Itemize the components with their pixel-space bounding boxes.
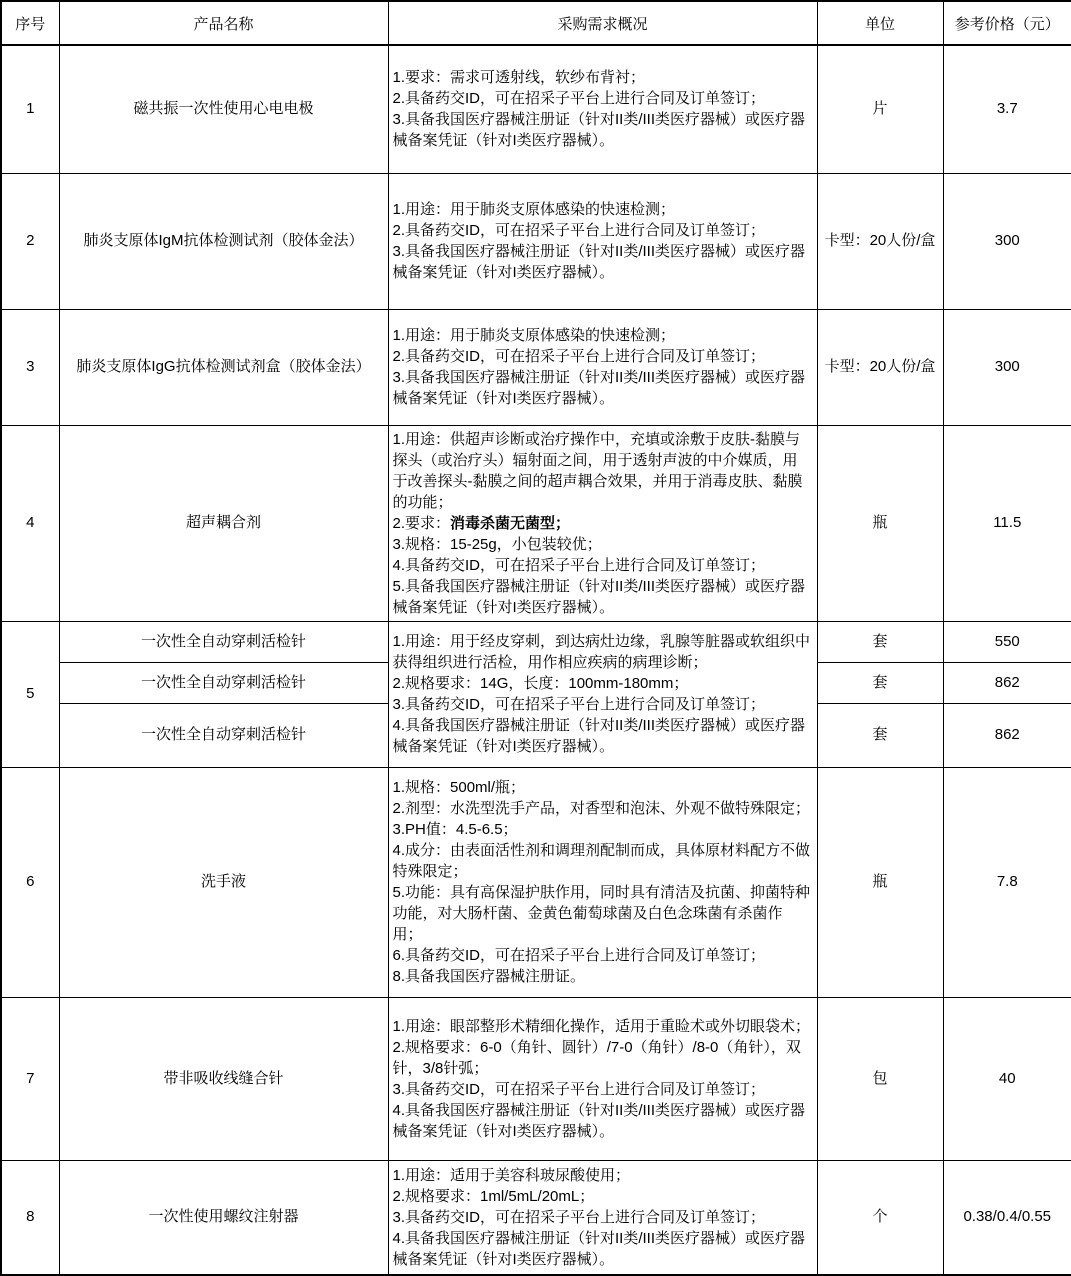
requirement-prefix: 2.要求：	[392, 514, 451, 532]
product-name-cell: 磁共振一次性使用心电电极	[59, 45, 388, 173]
unit-cell: 套	[817, 621, 943, 662]
unit-cell: 套	[817, 662, 943, 703]
price-cell: 40	[943, 997, 1071, 1160]
unit-cell: 个	[817, 1160, 943, 1275]
requirement-line: 4.具备我国医疗器械注册证（针对II类/III类医疗器械）或医疗器械备案凭证（针对I类医疗器械）。	[392, 1101, 806, 1140]
requirement-line: 5.功能：具有高保湿护肤作用，同时具有清洁及抗菌、抑菌特种功能，对大肠杆菌、金黄色葡萄球菌及白色念珠菌有杀菌作用；	[392, 884, 811, 943]
requirement-line: 1.用途：用于肺炎支原体感染的快速检测；	[392, 327, 676, 344]
requirement-line: 1.规格：500ml/瓶；	[392, 779, 526, 796]
requirement-line: 3.具备药交ID，可在招采子平台上进行合同及订单签订；	[392, 696, 766, 713]
header-col-product-name: 产品名称	[59, 1, 388, 45]
requirement-line: 4.具备我国医疗器械注册证（针对II类/III类医疗器械）或医疗器械备案凭证（针对I类医疗器械）。	[392, 1229, 806, 1268]
price-cell: 300	[943, 173, 1071, 309]
requirement-line: 2.剂型：水洗型洗手产品，对香型和泡沫、外观不做特殊限定；	[392, 800, 811, 817]
row-number-cell: 8	[1, 1160, 59, 1275]
requirements-cell	[388, 621, 817, 767]
requirement-line: 4.成分：由表面活性剂和调理剂配制而成，具体原材料配方不做特殊限定；	[392, 842, 811, 880]
requirement-line: 3.PH值：4.5-6.5；	[392, 821, 518, 838]
price-cell: 862	[943, 703, 1071, 767]
header-row	[1, 1, 1071, 45]
requirement-line: 3.具备药交ID，可在招采子平台上进行合同及订单签订；	[392, 1208, 766, 1226]
row-number-cell: 4	[1, 425, 59, 621]
requirement-line: 2.规格要求：6-0（角针、圆针）/7-0（角针）/8-0（角针），双针，3/8针弧；	[392, 1038, 801, 1077]
row-number-cell: 2	[1, 173, 59, 309]
product-name-cell: 洗手液	[59, 767, 388, 997]
price-cell: 300	[943, 309, 1071, 425]
product-name-cell: 带非吸收线缝合针	[59, 997, 388, 1160]
product-name-cell: 一次性全自动穿刺活检针	[59, 703, 388, 767]
requirement-line: 3.具备我国医疗器械注册证（针对II类/III类医疗器械）或医疗器械备案凭证（针对I类医疗器械）。	[392, 111, 806, 150]
requirement-line: 4.具备我国医疗器械注册证（针对II类/III类医疗器械）或医疗器械备案凭证（针对I类医疗器械）。	[392, 717, 806, 755]
unit-cell: 片	[817, 45, 943, 173]
table-row-7	[1, 997, 1071, 1160]
row-number-cell: 7	[1, 997, 59, 1160]
row-number-cell: 6	[1, 767, 59, 997]
requirement-line: 1.用途：眼部整形术精细化操作，适用于重睑术或外切眼袋术；	[392, 1017, 811, 1035]
unit-cell: 套	[817, 703, 943, 767]
product-name-cell: 一次性使用螺纹注射器	[59, 1160, 388, 1275]
requirement-line: 6.具备药交ID，可在招采子平台上进行合同及订单签订；	[392, 947, 766, 964]
header-col-index: 序号	[1, 1, 59, 45]
requirement-line: 5.具备我国医疗器械注册证（针对II类/III类医疗器械）或医疗器械备案凭证（针对I类医疗器械）。	[392, 577, 806, 616]
price-cell: 11.5	[943, 425, 1071, 621]
requirements-cell	[388, 425, 817, 621]
requirement-line: 3.具备我国医疗器械注册证（针对II类/III类医疗器械）或医疗器械备案凭证（针对I类医疗器械）。	[392, 369, 806, 407]
price-cell: 7.8	[943, 767, 1071, 997]
price-cell: 862	[943, 662, 1071, 703]
requirement-line: 3.具备我国医疗器械注册证（针对II类/III类医疗器械）或医疗器械备案凭证（针对I类医疗器械）。	[392, 243, 806, 281]
requirement-line: 1.用途：用于肺炎支原体感染的快速检测；	[392, 201, 676, 218]
requirements-cell	[388, 767, 817, 997]
price-cell: 550	[943, 621, 1071, 662]
requirements-cell	[388, 309, 817, 425]
product-name-cell: 肺炎支原体IgM抗体检测试剂（胶体金法）	[59, 173, 388, 309]
requirements-cell	[388, 45, 817, 173]
requirement-line: 3.具备药交ID，可在招采子平台上进行合同及订单签订；	[392, 1080, 766, 1098]
product-name-cell: 一次性全自动穿刺活检针	[59, 621, 388, 662]
requirements-cell	[388, 173, 817, 309]
table-row-6	[1, 767, 1071, 997]
requirements-cell	[388, 1160, 817, 1275]
requirement-line: 8.具备我国医疗器械注册证。	[392, 968, 586, 985]
requirement-line: 1.用途：供超声诊断或治疗操作中，充填或涂敷于皮肤-黏膜与探头（或治疗头）辐射面之间，用于透射声波的中介媒质，用于改善探头-黏膜之间的超声耦合效果，并用于消毒皮肤、黏膜的功能；	[392, 430, 803, 511]
row-number-cell: 5	[1, 621, 59, 767]
requirement-line: 2.规格要求：1ml/5mL/20mL；	[392, 1187, 595, 1205]
header-col-requirements: 采购需求概况	[388, 1, 817, 45]
product-name-cell: 肺炎支原体IgG抗体检测试剂盒（胶体金法）	[59, 309, 388, 425]
requirement-line: 2.规格要求：14G，长度：100mm-180mm；	[392, 675, 689, 692]
table-row-1	[1, 45, 1071, 173]
table-row-8	[1, 1160, 1071, 1275]
requirement-line: 2.具备药交ID，可在招采子平台上进行合同及订单签订；	[392, 222, 766, 239]
header-col-price: 参考价格（元）	[943, 1, 1071, 45]
requirement-line: 1.用途：适用于美容科玻尿酸使用；	[392, 1166, 631, 1184]
requirement-bold-text: 消毒杀菌无菌型；	[450, 514, 571, 532]
product-name-cell: 超声耦合剂	[59, 425, 388, 621]
requirement-line	[393, 513, 811, 534]
requirement-line: 3.规格：15-25g，小包装较优；	[392, 535, 602, 553]
unit-cell: 瓶	[817, 425, 943, 621]
header-col-unit: 单位	[817, 1, 943, 45]
price-cell: 0.38/0.4/0.55	[943, 1160, 1071, 1275]
requirement-line: 1.要求：需求可透射线，软纱布背衬；	[392, 69, 646, 87]
product-name-cell: 一次性全自动穿刺活检针	[59, 662, 388, 703]
requirement-line: 2.具备药交ID，可在招采子平台上进行合同及订单签订；	[392, 348, 766, 365]
requirement-line: 2.具备药交ID，可在招采子平台上进行合同及订单签订；	[392, 90, 766, 108]
table-row-2	[1, 173, 1071, 309]
table-row-3	[1, 309, 1071, 425]
unit-cell: 瓶	[817, 767, 943, 997]
requirement-line: 4.具备药交ID，可在招采子平台上进行合同及订单签订；	[392, 556, 766, 574]
requirement-line: 1.用途：用于经皮穿刺，到达病灶边缘，乳腺等脏器或软组织中获得组织进行活检，用作相应疾病的病理诊断；	[392, 633, 811, 671]
table-row-4	[1, 425, 1071, 621]
unit-cell: 包	[817, 997, 943, 1160]
price-cell: 3.7	[943, 45, 1071, 173]
requirements-cell	[388, 997, 817, 1160]
table-row-5a	[1, 621, 1071, 662]
unit-cell: 卡型：20人份/盒	[817, 173, 943, 309]
row-number-cell: 3	[1, 309, 59, 425]
row-number-cell: 1	[1, 45, 59, 173]
unit-cell: 卡型：20人份/盒	[817, 309, 943, 425]
